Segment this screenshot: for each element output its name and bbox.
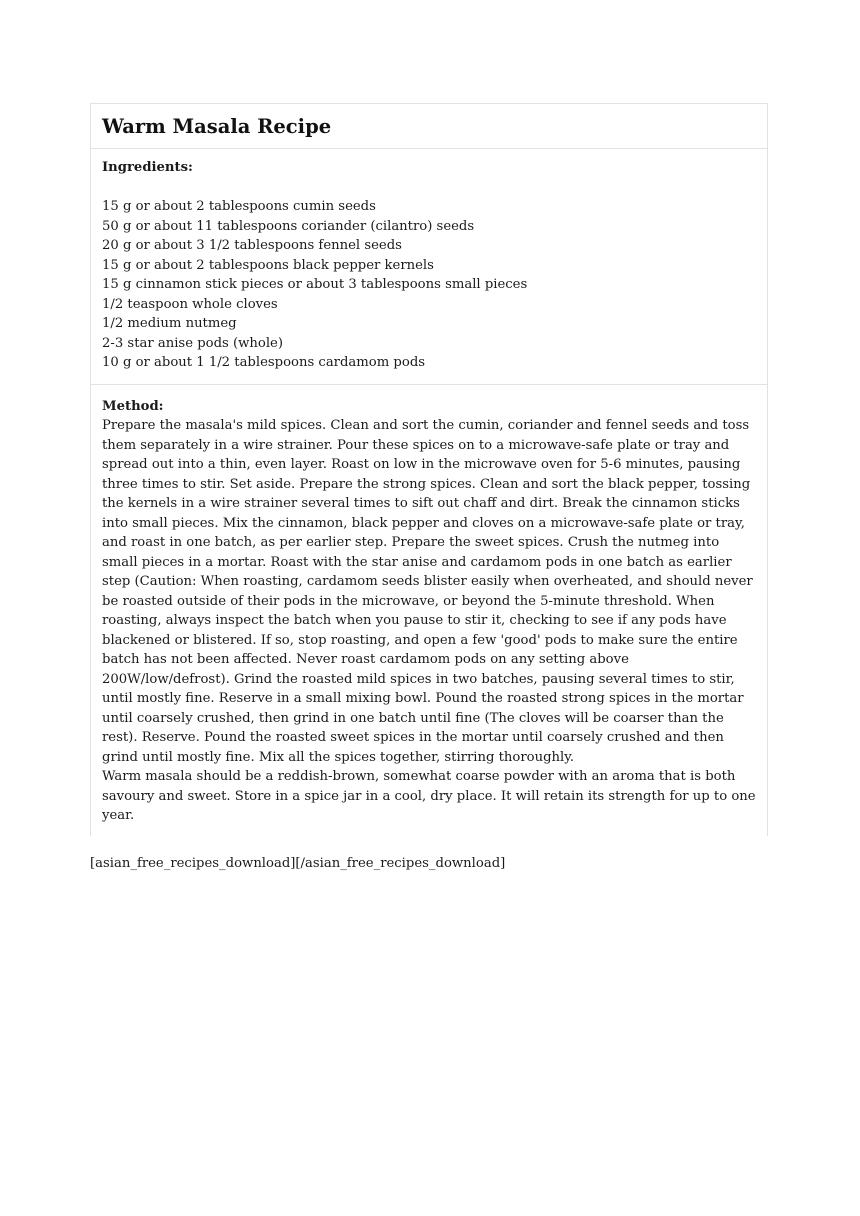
- ingredient-item: 20 g or about 3 1/2 tablespoons fennel seeds: [102, 238, 402, 253]
- recipe-title: Warm Masala Recipe: [102, 115, 332, 138]
- ingredients-label: Ingredients:: [102, 160, 193, 175]
- method-label: Method:: [102, 398, 164, 414]
- ingredient-item: 50 g or about 11 tablespoons coriander (cilantro) seeds: [102, 218, 475, 234]
- recipe-header: [91, 104, 767, 149]
- ingredient-list: [102, 197, 756, 373]
- method-paragraph: Prepare the masala's mild spices. Clean and sort the cumin, coriander and fennel seeds and toss them separately in a wire strainer. Pour these spices on to a microwave-safe plate or tray and spread out into a thin, even layer. Roast on low in the microwave oven for 5-6 minutes, pausing three times to stir. Set aside. Prepare the strong spices. Clean and sort the black pepper, tossing the kernels in a wire strainer several times to sift out chaff and dirt. Break the cinnamon sticks into small pieces. Mix the cinnamon, black pepper and cloves on a microwave-safe plate or tray, and roast in one batch, as per earlier step. Prepare the sweet spices. Crush the nutmeg into small pieces in a mortar. Roast with the star anise and cardamom pods in one batch as earlier step (Caution: When roasting, cardamom seeds blister easily when overheated, and should never be roasted outside of their pods in the microwave, or beyond the 5-minute threshold. When roasting, always inspect the batch when you pause to stir it, checking to see if any pods have blackened or blistered. If so, stop roasting, and open a few 'good' pods to make sure the entire batch has not been affected. Never roast cardamom pods on any setting above 200W/low/defrost). Grind the roasted mild spices in two batches, pausing several times to stir, until mostly fine. Reserve in a small mixing bowl. Pound the roasted strong spices in the mortar until coarsely crushed, then grind in one batch until fine (The cloves will be coarser than the rest). Reserve. Pound the roasted sweet spices in the mortar until coarsely crushed and then grind until mostly fine. Mix all the spices together, stirring thoroughly.: [102, 418, 753, 765]
- ingredient-item: 1/2 medium nutmeg: [102, 316, 237, 331]
- ingredient-item: 15 g or about 2 tablespoons cumin seeds: [102, 199, 376, 214]
- ingredient-item: 10 g or about 1 1/2 tablespoons cardamom pods: [102, 355, 426, 370]
- ingredient-item: 15 g or about 2 tablespoons black pepper kernels: [102, 257, 434, 273]
- ingredient-item: 15 g cinnamon stick pieces or about 3 tablespoons small pieces: [102, 277, 528, 292]
- method-paragraph: Warm masala should be a reddish-brown, somewhat coarse powder with an aroma that is both savoury and sweet. Store in a spice jar in a cool, dry place. It will retain its strength for up to one year.: [102, 769, 756, 823]
- ingredient-item: 1/2 teaspoon whole cloves: [102, 296, 278, 312]
- ingredient-item: 2-3 star anise pods (whole): [102, 335, 284, 351]
- download-shortcode: [asian_free_recipes_download][/asian_free_recipes_download]: [90, 856, 506, 871]
- method-section: [91, 385, 767, 836]
- recipe-card: [90, 103, 768, 836]
- ingredients-section: [91, 149, 767, 385]
